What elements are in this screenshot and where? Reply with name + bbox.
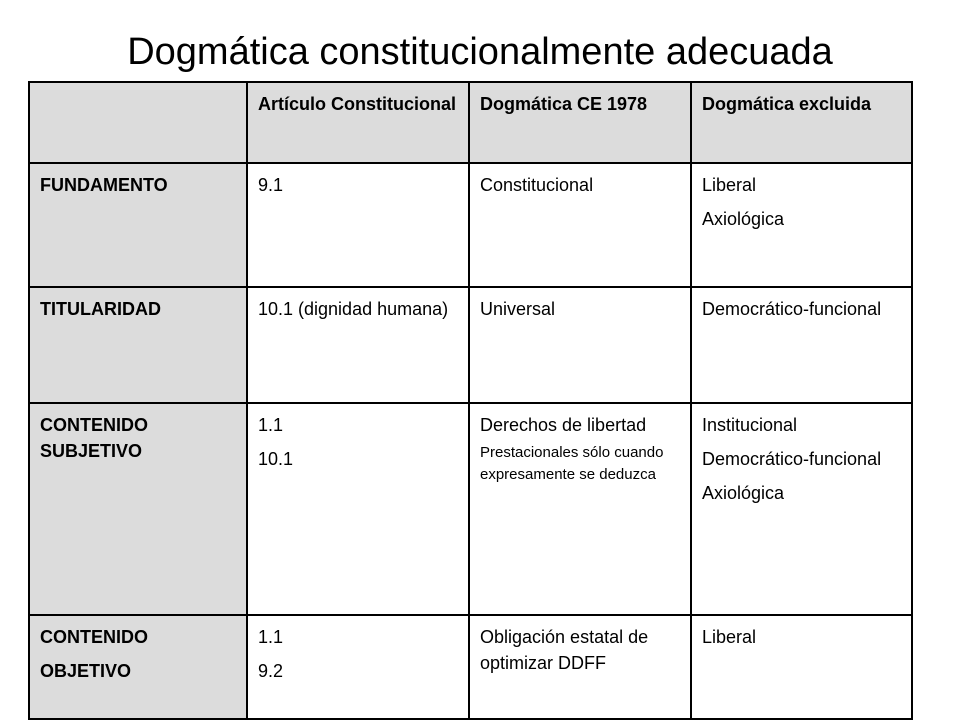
cell-text-line: Democrático-funcional — [702, 449, 882, 469]
cell-text-line: 9.1 — [258, 175, 284, 195]
table-row — [29, 615, 912, 719]
cell-text-line: 9.2 — [258, 661, 284, 681]
header-cell-dogmatica: Dogmática CE 1978 — [469, 82, 691, 163]
cell-text-line: 10.1 (dignidad humana) — [258, 299, 449, 319]
cell-text-line: CONTENIDO SUBJETIVO — [40, 415, 148, 461]
cell-text-line: TITULARIDAD — [40, 299, 161, 319]
comparison-table — [28, 81, 913, 720]
table-row — [29, 287, 912, 403]
row-label-cell — [29, 403, 247, 615]
dogmatica-cell — [469, 615, 691, 719]
cell-text-line: FUNDAMENTO — [40, 175, 168, 195]
articulo-cell — [247, 163, 469, 287]
row-label-cell — [29, 615, 247, 719]
cell-text-line: OBJETIVO — [40, 661, 132, 681]
dogmatica-cell — [469, 403, 691, 615]
dogmatica-cell — [469, 163, 691, 287]
cell-text-line: CONTENIDO — [40, 627, 148, 647]
cell-text-line: 10.1 — [258, 449, 294, 469]
cell-text-line: Derechos de libertad — [480, 415, 647, 435]
cell-text-line: Axiológica — [702, 483, 785, 503]
cell-text-line: Democrático-funcional — [702, 299, 882, 319]
cell-note-text: Prestacionales sólo cuando expresamente se deduzca — [480, 444, 664, 483]
header-cell-articulo: Artículo Constitucional — [247, 82, 469, 163]
articulo-cell — [247, 615, 469, 719]
dogmatica-cell — [469, 287, 691, 403]
excluida-cell — [691, 287, 912, 403]
cell-text-line: Institucional — [702, 415, 798, 435]
table-row — [29, 403, 912, 615]
cell-text-line: Axiológica — [702, 209, 785, 229]
cell-text-line: Universal — [480, 299, 556, 319]
cell-text-line: 1.1 — [258, 415, 284, 435]
excluida-cell — [691, 615, 912, 719]
articulo-cell — [247, 287, 469, 403]
table-row — [29, 163, 912, 287]
header-cell-empty — [29, 82, 247, 163]
slide-title: Dogmática constitucionalmente adecuada — [127, 31, 833, 73]
cell-text-line: Constitucional — [480, 175, 594, 195]
header-cell-excluida: Dogmática excluida — [691, 82, 912, 163]
articulo-cell — [247, 403, 469, 615]
row-label-cell — [29, 163, 247, 287]
row-label-cell — [29, 287, 247, 403]
excluida-cell — [691, 403, 912, 615]
cell-text-line: Liberal — [702, 627, 757, 647]
cell-text-line: Obligación estatal de optimizar DDFF — [480, 627, 649, 673]
header-row — [29, 82, 912, 163]
cell-text-line: 1.1 — [258, 627, 284, 647]
cell-text-line: Liberal — [702, 175, 757, 195]
excluida-cell — [691, 163, 912, 287]
